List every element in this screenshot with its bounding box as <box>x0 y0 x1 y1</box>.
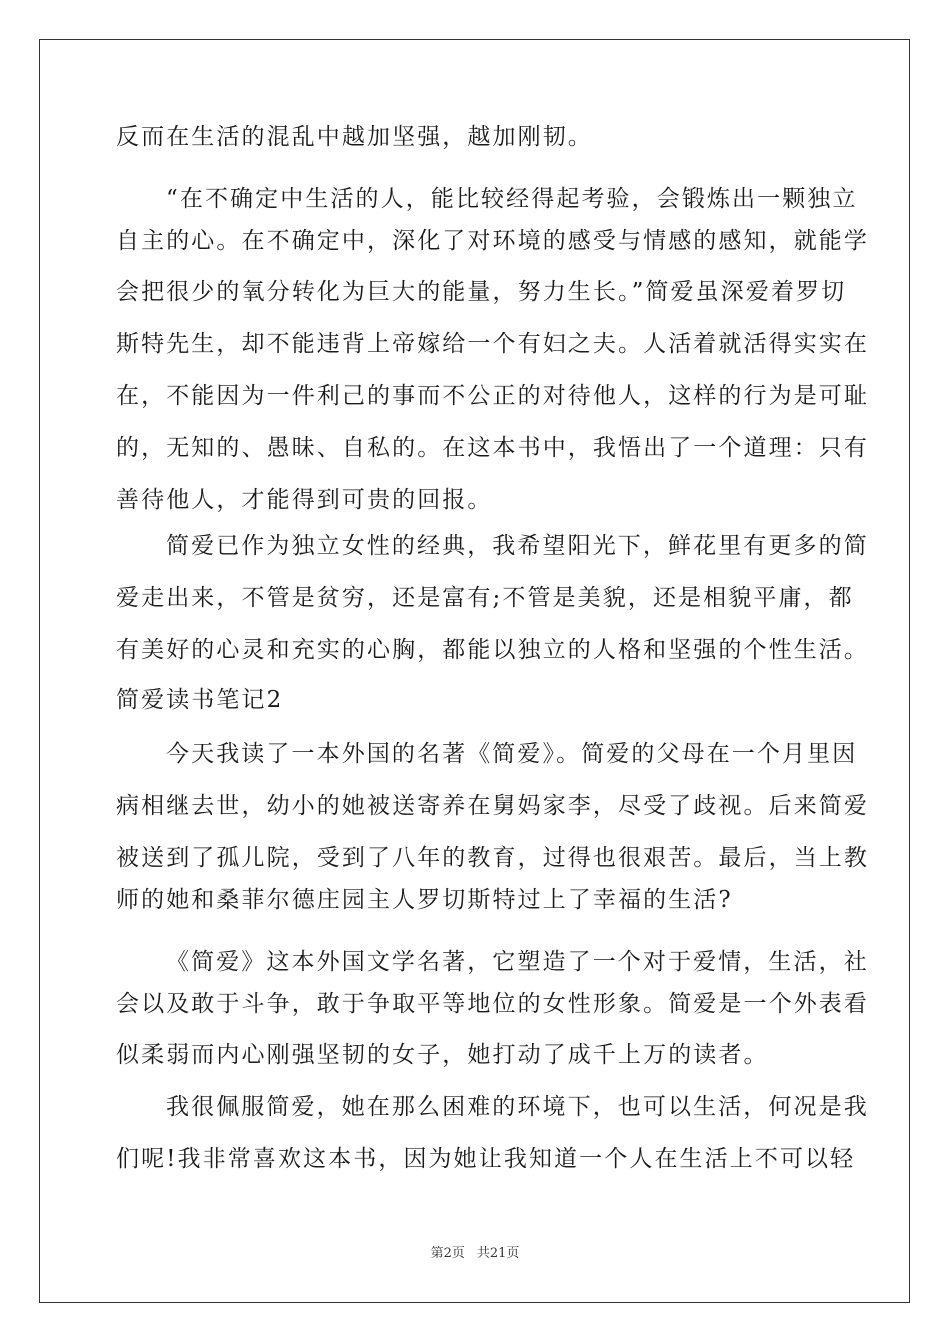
paragraph-first-line: 简爱已作为独立女性的经典，我希望阳光下，鲜花里有更多的简 <box>166 533 869 559</box>
text-line: 反而在生活的混乱中越加坚强，越加刚韧。 <box>116 124 593 150</box>
text-line: 被送到了孤儿院，受到了八年的教育，过得也很艰苦。最后，当上教 <box>116 845 869 871</box>
text-line: 师的她和桑菲尔德庄园主人罗切斯特过上了幸福的生活? <box>116 887 733 913</box>
page-footer <box>0 1242 950 1261</box>
text-line: 自主的心。在不确定中，深化了对环境的感受与情感的感知，就能学 <box>116 228 869 254</box>
text-line: 会把很少的氧分转化为巨大的能量，努力生长。”简爱虽深爱着罗切 <box>116 279 847 305</box>
paragraph-first-line: 我很佩服简爱，她在那么困难的环境下，也可以生活，何况是我 <box>166 1094 869 1120</box>
text-line: 似柔弱而内心刚强坚韧的女子，她打动了成千上万的读者。 <box>116 1042 769 1068</box>
text-line: 爱走出来，不管是贫穷，还是富有;不管是美貌，还是相貌平庸，都 <box>116 585 854 611</box>
text-line: 有美好的心灵和充实的心胸，都能以独立的人格和坚强的个性生活。 <box>116 637 869 663</box>
text-line: 在，不能因为一件利己的事而不公正的对待他人，这样的行为是可耻 <box>116 383 869 409</box>
page-total: 共21页 <box>476 1246 520 1261</box>
section-heading: 简爱读书笔记2 <box>116 687 284 713</box>
text-line: 病相继去世，幼小的她被送寄养在舅妈家李，尽受了歧视。后来简爱 <box>116 793 869 819</box>
paragraph-first-line: 今天我读了一本外国的名著《简爱》。简爱的父母在一个月里因 <box>166 741 858 767</box>
paragraph-first-line: 《简爱》这本外国文学名著，它塑造了一个对于爱情，生活，社 <box>166 949 869 975</box>
page-number: 第2页 <box>430 1246 465 1261</box>
paragraph-first-line: “在不确定中生活的人，能比较经得起考验，会锻炼出一颗独立 <box>166 186 858 212</box>
text-line: 会以及敢于斗争，敢于争取平等地位的女性形象。简爱是一个外表看 <box>116 991 869 1017</box>
text-line: 的，无知的、愚昧、自私的。在这本书中，我悟出了一个道理：只有 <box>116 435 869 461</box>
text-line: 们呢!我非常喜欢这本书，因为她让我知道一个人在生活上不可以轻 <box>116 1146 856 1172</box>
text-line: 善待他人，才能得到可贵的回报。 <box>116 487 493 513</box>
text-line: 斯特先生，却不能违背上帝嫁给一个有妇之夫。人活着就活得实实在 <box>116 331 869 357</box>
